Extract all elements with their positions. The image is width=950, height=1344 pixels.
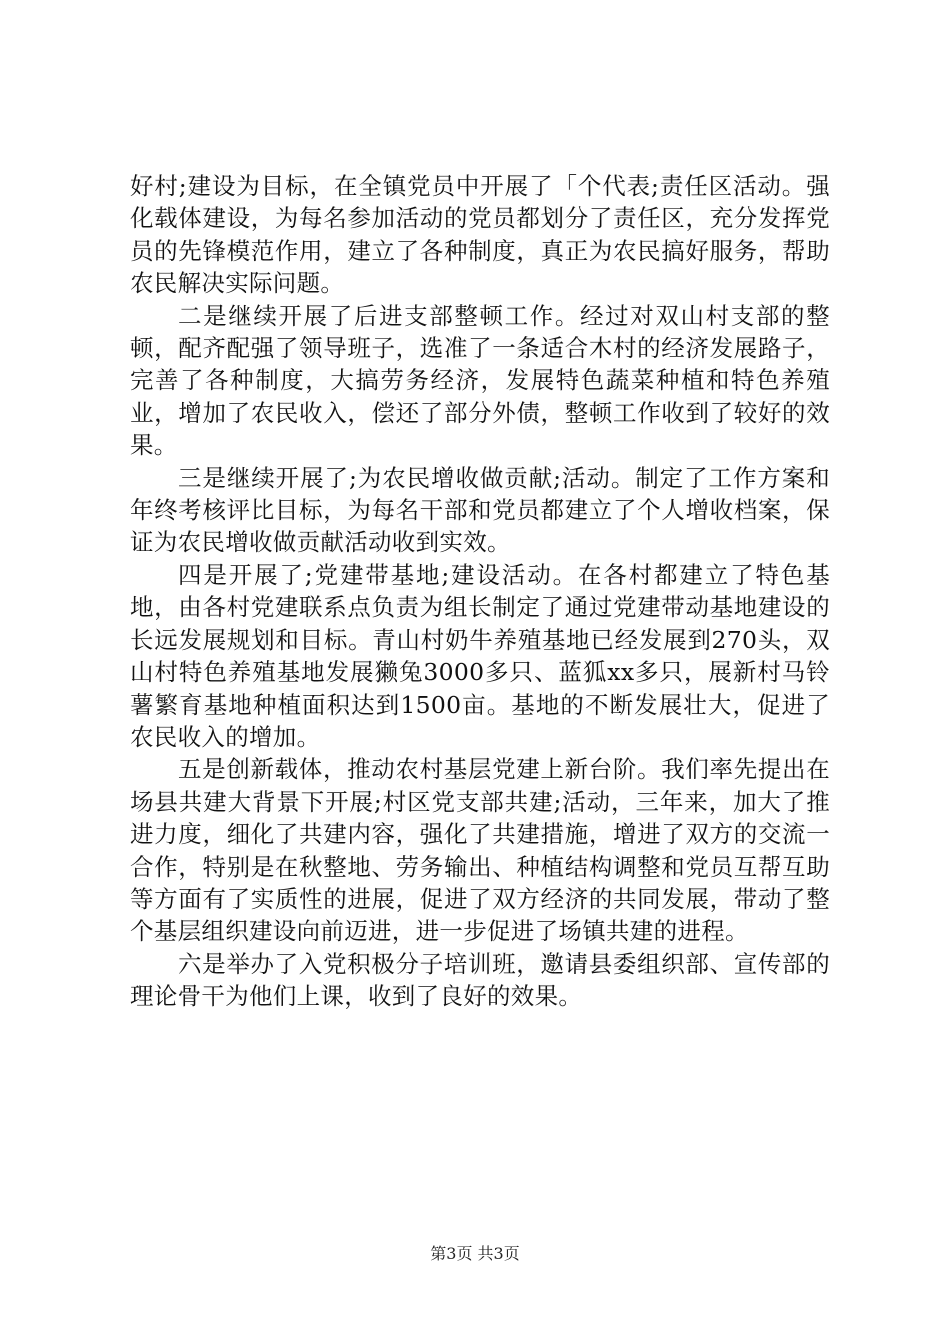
page-number-label: 第3页 共3页 xyxy=(430,1244,520,1263)
paragraph-item-three: 三是继续开展了;为农民增收做贡献;活动。制定了工作方案和年终考核评比目标，为每名干部和党员都建立了个人增收档案，保证为农民增收做贡献活动收到实效。 xyxy=(130,463,830,557)
document-body xyxy=(130,170,830,1013)
paragraph-item-four: 四是开展了;党建带基地;建设活动。在各村都建立了特色基地，由各村党建联系点负责为组长制定了通过党建带动基地建设的长远发展规划和目标。青山村奶牛养殖基地已经发展到270头，双山村特色养殖基地发展獭兔3000多只、蓝狐xx多只，展新村马铃薯繁育基地种植面积达到1500亩。基地的不断发展壮大，促进了农民收入的增加。 xyxy=(130,560,830,751)
page-footer xyxy=(0,1243,950,1265)
paragraph-item-five: 五是创新载体，推动农村基层党建上新台阶。我们率先提出在场县共建大背景下开展;村区党支部共建;活动，三年来，加大了推进力度，细化了共建内容，强化了共建措施，增进了双方的交流一合作，特别是在秋整地、劳务输出、种植结构调整和党员互帮互助等方面有了实质性的进展，促进了双方经济的共同发展，带动了整个基层组织建设向前迈进，进一步促进了场镇共建的进程。 xyxy=(130,755,830,946)
paragraph-item-six: 六是举办了入党积极分子培训班，邀请县委组织部、宣传部的理论骨干为他们上课，收到了良好的效果。 xyxy=(130,949,830,1011)
paragraph-item-two: 二是继续开展了后进支部整顿工作。经过对双山村支部的整顿，配齐配强了领导班子，选准了一条适合木村的经济发展路子，完善了各种制度，大搞劳务经济，发展特色蔬菜种植和特色养殖业，增加了农民收入，偿还了部分外债，整顿工作收到了较好的效果。 xyxy=(130,301,830,460)
paragraph-continuation: 好村;建设为目标，在全镇党员中开展了「个代表;责任区活动。强化载体建设，为每名参加活动的党员都划分了责任区，充分发挥党员的先锋模范作用，建立了各种制度，真正为农民搞好服务，帮助农民解决实际问题。 xyxy=(130,172,830,298)
